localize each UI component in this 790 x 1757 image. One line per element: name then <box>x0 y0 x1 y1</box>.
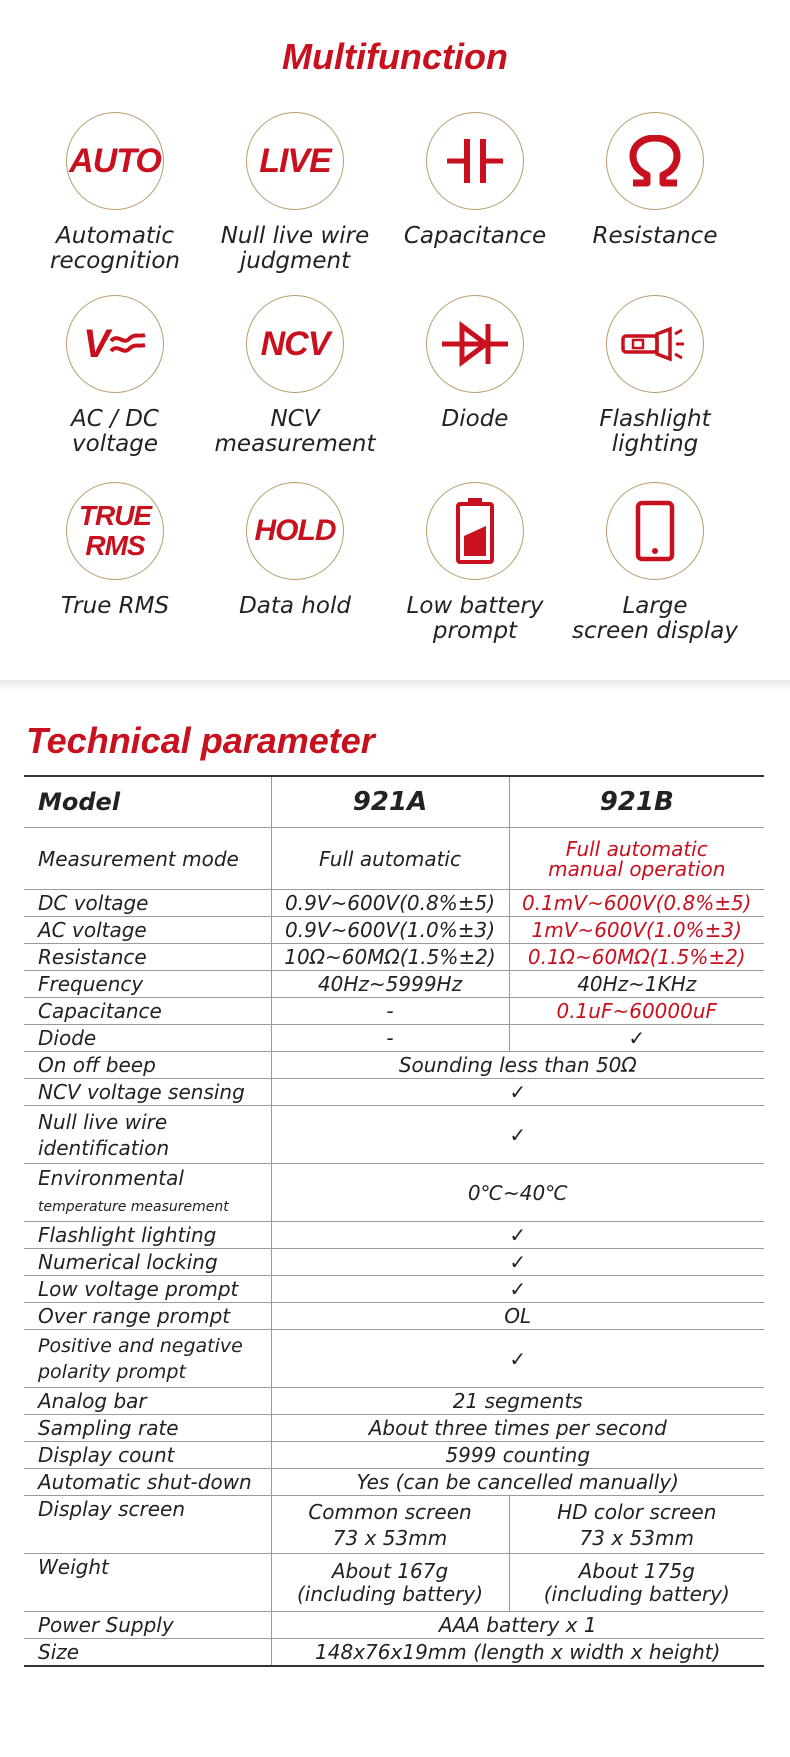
feature-live <box>205 112 385 274</box>
feature-label: voltage <box>72 431 158 457</box>
feature-label: Capacitance <box>403 223 547 249</box>
header-model: Model <box>24 776 271 828</box>
feature-true-rms <box>25 482 205 619</box>
value-both: 148x76x19mm (length x width x height) <box>271 1639 764 1667</box>
row-label: Null live wire identification <box>24 1106 271 1164</box>
value-both: OL <box>271 1303 764 1330</box>
row-label: Positive and negative polarity prompt <box>24 1330 271 1388</box>
row-label: AC voltage <box>24 917 271 944</box>
spec-table <box>24 775 764 1667</box>
value-921b: 1mV~600V(1.0%±3) <box>509 917 764 944</box>
value-921a: About 167g (including battery) <box>271 1554 509 1612</box>
table-row <box>24 1079 764 1106</box>
feature-label: lighting <box>611 431 699 457</box>
ac-dc-voltage-icon: V <box>66 295 164 393</box>
value-921a: - <box>271 998 509 1025</box>
row-label: Measurement mode <box>24 828 271 890</box>
table-row <box>24 998 764 1025</box>
table-row <box>24 1052 764 1079</box>
feature-hold <box>205 482 385 619</box>
multifunction-title: Multifunction <box>282 36 508 77</box>
table-row <box>24 1276 764 1303</box>
feature-label: recognition <box>50 248 180 274</box>
diode-icon <box>426 295 524 393</box>
value-both: 0℃~40℃ <box>271 1164 764 1222</box>
live-icon: LIVE <box>246 112 344 210</box>
table-row <box>24 1415 764 1442</box>
feature-label: prompt <box>432 618 518 644</box>
table-row <box>24 1106 764 1164</box>
row-label: Weight <box>24 1554 271 1612</box>
value-921b: About 175g (including battery) <box>509 1554 764 1612</box>
table-row <box>24 1164 764 1222</box>
row-label: Power Supply <box>24 1612 271 1639</box>
feature-label: measurement <box>214 431 376 457</box>
feature-label: Low battery <box>406 593 544 619</box>
value-921b: Full automatic manual operation <box>509 828 764 890</box>
table-row <box>24 1388 764 1415</box>
value-921a: 40Hz~5999Hz <box>271 971 509 998</box>
value-921b: HD color screen 73 x 53mm <box>509 1496 764 1554</box>
feature-capacitance <box>385 112 565 249</box>
table-row <box>24 1222 764 1249</box>
row-label: Sampling rate <box>24 1415 271 1442</box>
feature-label: Diode <box>441 406 509 432</box>
table-row <box>24 1554 764 1612</box>
row-label: Display count <box>24 1442 271 1469</box>
value-both: AAA battery x 1 <box>271 1612 764 1639</box>
technical-parameter-title: Technical parameter <box>26 720 375 761</box>
table-row <box>24 1496 764 1554</box>
row-label: Numerical locking <box>24 1249 271 1276</box>
value-both: About three times per second <box>271 1415 764 1442</box>
row-label: Diode <box>24 1025 271 1052</box>
feature-ncv <box>205 295 385 457</box>
row-label: Automatic shut-down <box>24 1469 271 1496</box>
value-both: 21 segments <box>271 1388 764 1415</box>
row-label: NCV voltage sensing <box>24 1079 271 1106</box>
row-label: Resistance <box>24 944 271 971</box>
table-row <box>24 1249 764 1276</box>
true-rms-icon: TRUE RMS <box>66 482 164 580</box>
feature-label: NCV <box>270 406 320 432</box>
feature-label: screen display <box>572 618 738 644</box>
value-both: Yes (can be cancelled manually) <box>271 1469 764 1496</box>
value-921a: Full automatic <box>271 828 509 890</box>
feature-auto <box>25 112 205 274</box>
table-row <box>24 890 764 917</box>
value-both: 5999 counting <box>271 1442 764 1469</box>
feature-label: Flashlight <box>599 406 711 432</box>
row-label: Capacitance <box>24 998 271 1025</box>
row-label: Environmental temperature measurement <box>24 1164 271 1222</box>
table-row <box>24 917 764 944</box>
section-divider <box>0 680 790 692</box>
row-label: Display screen <box>24 1496 271 1554</box>
table-row <box>24 1442 764 1469</box>
battery-icon <box>426 482 524 580</box>
value-921a: 0.9V~600V(0.8%±5) <box>271 890 509 917</box>
feature-flashlight <box>565 295 745 457</box>
table-row <box>24 828 764 890</box>
value-921b: ✓ <box>509 1025 764 1052</box>
table-row <box>24 1303 764 1330</box>
value-both: ✓ <box>271 1222 764 1249</box>
row-label: Frequency <box>24 971 271 998</box>
phone-screen-icon <box>606 482 704 580</box>
value-921a: 0.9V~600V(1.0%±3) <box>271 917 509 944</box>
value-both: ✓ <box>271 1330 764 1388</box>
header-921a: 921A <box>271 776 509 828</box>
feature-label: judgment <box>239 248 351 274</box>
table-row <box>24 971 764 998</box>
table-row <box>24 1612 764 1639</box>
auto-icon: AUTO <box>66 112 164 210</box>
row-label: Low voltage prompt <box>24 1276 271 1303</box>
table-row <box>24 1639 764 1667</box>
feature-acdc <box>25 295 205 457</box>
feature-label: AC / DC <box>71 406 159 432</box>
table-row <box>24 1330 764 1388</box>
feature-label: Automatic <box>56 223 174 249</box>
feature-resistance <box>565 112 745 249</box>
value-both: ✓ <box>271 1249 764 1276</box>
value-921b: 0.1mV~600V(0.8%±5) <box>509 890 764 917</box>
row-label: Flashlight lighting <box>24 1222 271 1249</box>
row-label: Size <box>24 1639 271 1667</box>
feature-large-screen <box>565 482 745 644</box>
table-header-row <box>24 776 764 828</box>
row-label: Analog bar <box>24 1388 271 1415</box>
flashlight-icon <box>606 295 704 393</box>
table-row <box>24 1469 764 1496</box>
value-921a: Common screen 73 x 53mm <box>271 1496 509 1554</box>
hold-icon: HOLD <box>246 482 344 580</box>
feature-label: Null live wire <box>220 223 370 249</box>
row-label: On off beep <box>24 1052 271 1079</box>
feature-label: Large <box>622 593 688 619</box>
header-921b: 921B <box>509 776 764 828</box>
table-row <box>24 1025 764 1052</box>
value-both: ✓ <box>271 1079 764 1106</box>
value-both: ✓ <box>271 1276 764 1303</box>
row-label: DC voltage <box>24 890 271 917</box>
row-label: Over range prompt <box>24 1303 271 1330</box>
value-921b: 0.1Ω~60MΩ(1.5%±2) <box>509 944 764 971</box>
ncv-icon: NCV <box>246 295 344 393</box>
feature-label: True RMS <box>60 593 170 619</box>
feature-diode <box>385 295 565 432</box>
feature-low-battery <box>385 482 565 644</box>
value-921b: 40Hz~1KHz <box>509 971 764 998</box>
value-921a: 10Ω~60MΩ(1.5%±2) <box>271 944 509 971</box>
feature-label: Resistance <box>592 223 718 249</box>
value-921a: - <box>271 1025 509 1052</box>
feature-label: Data hold <box>239 593 351 619</box>
value-both: Sounding less than 50Ω <box>271 1052 764 1079</box>
capacitor-icon <box>426 112 524 210</box>
value-both: ✓ <box>271 1106 764 1164</box>
table-row <box>24 944 764 971</box>
value-921b: 0.1uF~60000uF <box>509 998 764 1025</box>
omega-icon <box>606 112 704 210</box>
